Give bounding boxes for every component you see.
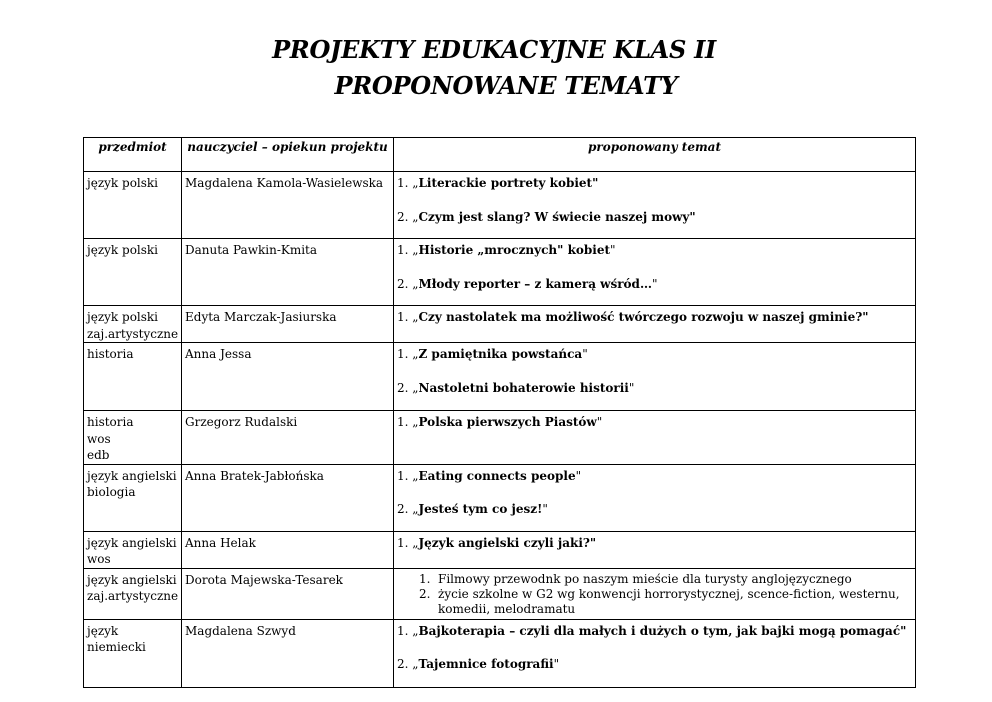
topic-open-quote: „	[412, 535, 419, 550]
topic-item	[397, 309, 912, 326]
topic-number: 2.	[397, 209, 413, 224]
topic-item	[397, 414, 912, 431]
topic-title: Młody reporter – z kamerą wśród…	[418, 276, 652, 291]
topic-item	[397, 175, 912, 192]
table-row	[84, 411, 916, 465]
topic-number: 1.	[397, 310, 413, 324]
topic-title: Bajkoterapia – czyli dla małych i dużych o tym, jak bajki mogą pomagać"	[418, 623, 907, 638]
subject-cell	[84, 172, 182, 239]
list-item	[419, 571, 912, 587]
subject-name: język polski	[87, 310, 159, 324]
subject-cell	[84, 239, 182, 306]
topic-title: Tajemnice fotografii	[418, 657, 554, 671]
topic-open-quote: „	[412, 243, 419, 257]
table-row	[84, 239, 916, 306]
topic-number: 2.	[397, 657, 413, 671]
teacher-name: Danuta Pawkin-Kmita	[185, 243, 318, 257]
topic-open-quote: „	[412, 468, 419, 483]
subject-name: wos	[87, 552, 111, 566]
subject-cell	[84, 531, 182, 568]
subject-cell	[84, 411, 182, 465]
subject-name: język polski	[87, 176, 159, 190]
table-header-row	[84, 138, 916, 172]
list-item	[419, 586, 912, 617]
table-row	[84, 568, 916, 619]
table-row	[84, 343, 916, 411]
topic-number: 2.	[397, 380, 413, 395]
topic-item	[397, 535, 912, 552]
subject-name: historia	[87, 415, 134, 429]
topic-cell	[394, 568, 916, 619]
list-item-text: życie szkolne w G2 wg konwencji horrorystycznej, scence-fiction, westernu, komedii, melodramatu	[438, 586, 900, 616]
topic-cell	[394, 619, 916, 687]
topic-title: Literackie portrety kobiet"	[418, 176, 599, 190]
topic-close-quote: "	[575, 468, 582, 483]
topic-close-quote: "	[596, 415, 603, 429]
subject-name: język angielski	[87, 535, 177, 550]
teacher-name: Magdalena Kamola-Wasielewska	[185, 176, 384, 190]
topic-number: 1.	[397, 176, 413, 190]
teacher-cell	[182, 531, 394, 568]
teacher-name: Dorota Majewska-Tesarek	[185, 572, 343, 587]
topic-title: Język angielski czyli jaki?"	[418, 535, 597, 550]
teacher-name: Anna Helak	[185, 535, 256, 550]
topic-open-quote: „	[412, 276, 419, 291]
teacher-cell	[182, 411, 394, 465]
subject-name: historia	[87, 347, 134, 361]
teacher-cell	[182, 239, 394, 306]
topic-close-quote: "	[628, 380, 635, 395]
subject-name: język angielski	[87, 572, 177, 587]
topic-item	[397, 623, 912, 640]
topic-open-quote: „	[412, 209, 419, 224]
topic-cell	[394, 172, 916, 239]
subject-cell	[84, 464, 182, 531]
topic-number: 2.	[397, 502, 413, 516]
table-row	[84, 306, 916, 343]
subject-name: edb	[87, 448, 110, 462]
topic-item	[397, 656, 912, 673]
topic-number: 1.	[397, 468, 413, 483]
table-row	[84, 172, 916, 239]
topic-number: 1.	[397, 623, 413, 638]
topic-open-quote: „	[412, 310, 419, 324]
topic-title: Jesteś tym co jesz!	[418, 502, 543, 516]
subject-name: zaj.artystyczne	[87, 326, 179, 341]
teacher-cell	[182, 619, 394, 687]
teacher-name: Magdalena Szwyd	[185, 623, 296, 638]
subject-cell	[84, 619, 182, 687]
topic-item	[397, 276, 912, 293]
topic-title: Czym jest slang? W świecie naszej mowy"	[418, 209, 696, 224]
topic-number: 1.	[397, 347, 413, 361]
subject-name: język angielski	[87, 468, 177, 483]
topic-close-quote: "	[542, 502, 548, 516]
list-item-text: Filmowy przewodnk po naszym mieście dla turysty anglojęzycznego	[438, 571, 852, 586]
topic-item	[397, 501, 912, 518]
table-row	[84, 531, 916, 568]
teacher-cell	[182, 568, 394, 619]
header-subject: przedmiot	[84, 138, 182, 172]
teacher-name: Anna Jessa	[185, 347, 252, 361]
topic-close-quote: "	[582, 347, 588, 361]
page-title-line-1: PROJEKTY EDUKACYJNE KLAS II	[272, 35, 716, 64]
subject-name: język	[87, 623, 119, 638]
topic-open-quote: „	[412, 657, 419, 671]
topic-open-quote: „	[412, 176, 419, 190]
topic-item	[397, 242, 912, 259]
topic-open-quote: „	[412, 415, 419, 429]
header-topic: proponowany temat	[394, 138, 916, 172]
topic-open-quote: „	[412, 502, 419, 516]
topic-close-quote: "	[610, 243, 616, 257]
topic-title: Historie „mrocznych" kobiet	[418, 243, 611, 257]
teacher-cell	[182, 306, 394, 343]
subject-name: język polski	[87, 243, 159, 257]
projects-table	[83, 137, 916, 688]
topic-item	[397, 209, 912, 226]
topic-close-quote: "	[651, 276, 658, 291]
page-title-line-2: PROPONOWANE TEMATY	[334, 71, 678, 100]
topic-number: 1.	[397, 535, 413, 550]
topic-cell	[394, 464, 916, 531]
teacher-cell	[182, 464, 394, 531]
teacher-cell	[182, 343, 394, 411]
topic-list	[397, 572, 912, 617]
topic-title: Z pamiętnika powstańca	[418, 347, 583, 361]
topic-cell	[394, 531, 916, 568]
topic-number: 2.	[397, 276, 413, 291]
subject-name: biologia	[87, 485, 136, 499]
topic-number: 1.	[397, 243, 413, 257]
topic-item	[397, 468, 912, 485]
topic-item	[397, 346, 912, 363]
subject-name: zaj.artystyczne	[87, 589, 179, 603]
subject-cell	[84, 306, 182, 343]
topic-close-quote: "	[553, 657, 560, 671]
teacher-name: Grzegorz Rudalski	[185, 415, 298, 429]
subject-cell	[84, 568, 182, 619]
subject-name: niemiecki	[87, 640, 146, 654]
topic-title: Nastoletni bohaterowie historii	[418, 380, 629, 395]
topic-cell	[394, 411, 916, 465]
teacher-name: Edyta Marczak-Jasiurska	[185, 310, 337, 324]
topic-open-quote: „	[412, 380, 419, 395]
topic-cell	[394, 306, 916, 343]
table-body	[84, 172, 916, 688]
topic-title: Czy nastolatek ma możliwość twórczego rozwoju w naszej gminie?"	[418, 310, 869, 324]
topic-title: Polska pierwszych Piastów	[418, 415, 597, 429]
subject-name: wos	[87, 431, 111, 446]
topic-title: Eating connects people	[418, 468, 576, 483]
topic-cell	[394, 343, 916, 411]
subject-cell	[84, 343, 182, 411]
list-item-number: 1.	[419, 571, 431, 586]
teacher-cell	[182, 172, 394, 239]
topic-cell	[394, 239, 916, 306]
list-item-number: 2.	[419, 586, 431, 601]
topic-open-quote: „	[412, 347, 419, 361]
header-teacher: nauczyciel – opiekun projektu	[182, 138, 394, 172]
topic-open-quote: „	[412, 623, 419, 638]
teacher-name: Anna Bratek-Jabłońska	[185, 468, 324, 483]
topic-item	[397, 380, 912, 397]
topic-number: 1.	[397, 415, 413, 429]
table-row	[84, 619, 916, 687]
table-row	[84, 464, 916, 531]
